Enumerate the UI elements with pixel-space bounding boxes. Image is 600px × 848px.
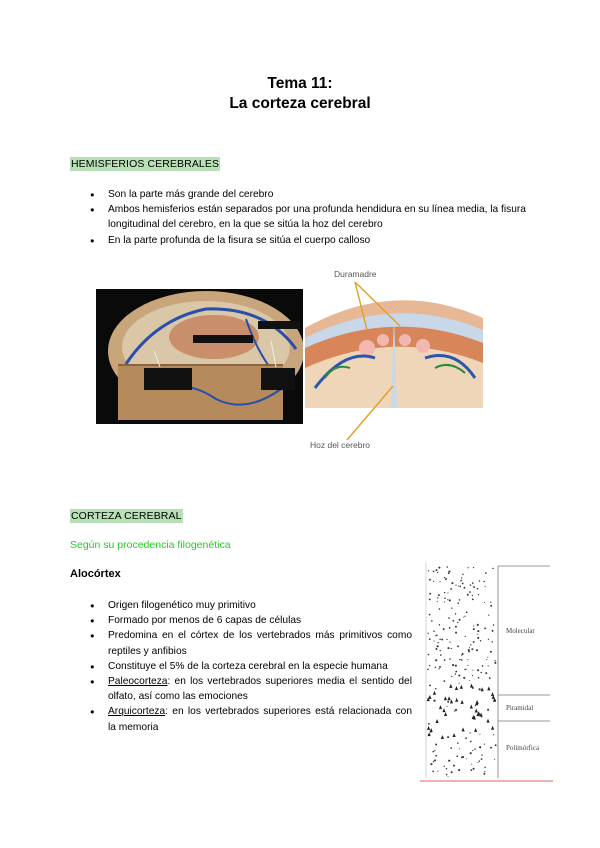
subheading-alocortex: Alocórtex <box>70 568 121 580</box>
bullet-item: ● Paleocorteza: en los vertebrados superiores media el sentido del olfato, así como las emociones <box>90 674 412 704</box>
section-heading-corteza: CORTEZA CEREBRAL <box>71 510 182 522</box>
label-duramadre: Duramadre <box>334 269 377 279</box>
hemisferios-bullet-list <box>90 187 535 248</box>
bullet-item: ● Formado por menos de 6 capas de células <box>90 613 412 628</box>
layer-label-piramidal: Piramidal <box>506 704 534 712</box>
dura-mater-diagram <box>305 268 483 458</box>
bullet-item: ● Origen filogenético muy primitivo <box>90 598 412 613</box>
bullet-item: ● Constituye el 5% de la corteza cerebral en la especie humana <box>90 659 412 674</box>
page-title-line-2: La corteza cerebral <box>229 95 371 112</box>
layer-label-polimorfica: Polimórfica <box>506 744 540 752</box>
bullet-item: ● Predomina en el córtex de los vertebrados más primitivos como reptiles y anfibios <box>90 628 412 658</box>
bullet-item: ● Ambos hemisferios están separados por una profunda hendidura en su línea media, la fisura longitudinal del cerebro, en la que se sitúa la hoz del cerebro <box>90 202 535 232</box>
alocortex-bullet-list <box>90 598 412 735</box>
page-title-line-1: Tema 11: <box>267 75 333 92</box>
cortical-layers-diagram <box>420 563 553 785</box>
label-hoz-del-cerebro: Hoz del cerebro <box>310 440 371 450</box>
layer-label-molecular: Molecular <box>506 627 535 635</box>
bullet-item: ● Arquicorteza: en los vertebrados superiores está relacionada con la memoria <box>90 704 412 734</box>
bullet-item: ● Son la parte más grande del cerebro <box>90 187 535 202</box>
section-heading-hemisferios: HEMISFERIOS CEREBRALES <box>71 158 220 170</box>
term-arquicorteza: Arquicorteza <box>108 706 166 718</box>
subtitle-procedencia: Según su procedencia filogenética <box>70 539 231 551</box>
bullet-item: ● En la parte profunda de la fisura se sitúa el cuerpo calloso <box>90 233 535 248</box>
brain-photo <box>96 289 303 424</box>
term-paleocorteza: Paleocorteza <box>108 676 168 688</box>
